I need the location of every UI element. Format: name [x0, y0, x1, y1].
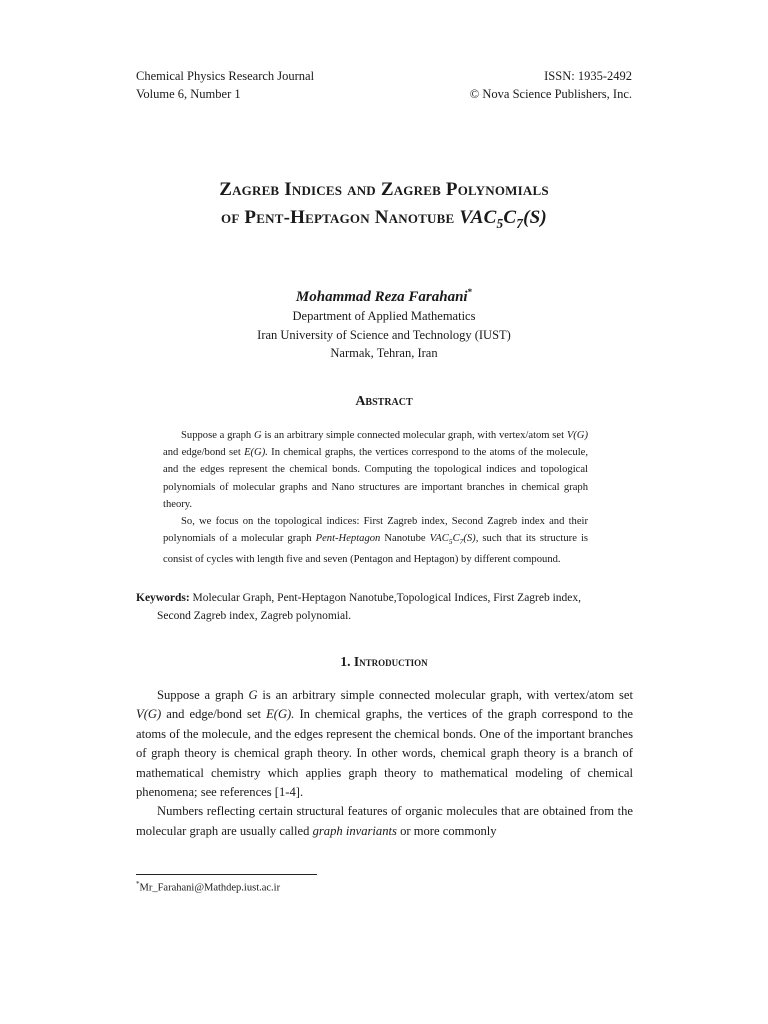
intro-text: Suppose a graph: [157, 688, 249, 702]
affiliation-location: Narmak, Tehran, Iran: [330, 346, 438, 360]
keywords-line-1: [136, 590, 633, 608]
keywords: [136, 590, 633, 625]
intro-text: In chemical graphs, the vertices of the graph correspond to the atoms of the molecule, and the edges represent the chemical bonds. One of the important branches of graph theory is chemical graph theory. In other words, chemical graph theory is a branch of mathematical chemistry which applies graph theory to mathematical modeling of chemical phenomena; see references [1-4].: [136, 707, 633, 800]
abstract-paragraph-2: [163, 513, 588, 568]
intro-paragraph-1: [136, 686, 633, 802]
intro-text: Numbers reflecting certain structural features of organic molecules that are obtained from the molecular graph are usually called: [136, 804, 633, 838]
abstract-math: E(G).: [244, 447, 268, 459]
abstract-text: is an arbitrary simple connected molecular graph, with vertex/atom set: [261, 430, 567, 441]
intro-text: and edge/bond set: [161, 707, 267, 722]
abstract-heading: Abstract: [355, 394, 413, 409]
intro-text: is an arbitrary simple connected molecular graph, with vertex/atom set: [257, 688, 633, 702]
keywords-list-2: Second Zagreb index, Zagreb polynomial.: [157, 609, 352, 622]
journal-publisher: © Nova Science Publishers, Inc.: [469, 87, 632, 101]
keywords-label: Keywords:: [136, 592, 190, 604]
abstract-text: and edge/bond set: [163, 447, 245, 459]
journal-name: Chemical Physics Research Journal: [136, 69, 315, 83]
introduction-body: [136, 686, 633, 841]
footnote-email: Mr_Farahani@Mathdep.iust.ac.ir: [139, 882, 281, 894]
abstract-text: Suppose a graph: [181, 430, 254, 441]
abstract-text: In chemical graphs, the vertices correspond to the atoms of the molecule, and the edges represent the chemical bonds. Computing the topological indices and topological polynomials of molecular graphs and Nano structures are important branches in chemical graph theory.: [163, 447, 588, 510]
title-line-2: [0, 204, 768, 238]
abstract-text: such that its structure is consist of cycles with length five and seven (Pentagon and Heptagon) by different compound.: [163, 533, 589, 565]
journal-volume: Volume 6, Number 1: [136, 87, 241, 101]
abstract-formula: $VAC_5C_7(S)$,: [429, 533, 479, 547]
intro-paragraph-2: [136, 802, 633, 841]
section-heading-introduction: 1. Introduction: [340, 654, 428, 669]
running-header-right: [470, 67, 632, 103]
journal-issn: ISSN: 1935-2492: [544, 69, 632, 83]
paper-title: [0, 176, 768, 238]
footnote-rule: [136, 874, 317, 875]
keywords-list-1: Molecular Graph, Pent-Heptagon Nanotube,Topological Indices, First Zagreb index,: [192, 592, 582, 604]
author-name: [0, 287, 768, 306]
intro-math: V(G): [136, 707, 162, 722]
abstract-paragraph-1: [163, 427, 588, 513]
intro-text: or more commonly: [396, 823, 497, 838]
intro-emphasis: graph invariants: [312, 823, 397, 838]
title-formula: $VAC_5C_7(S)$: [459, 207, 547, 231]
affiliation-university: Iran University of Science and Technology (IUST): [257, 327, 511, 342]
abstract-emphasis: Pent-Heptagon: [315, 533, 381, 545]
footnote: [136, 880, 280, 894]
abstract-text: Nanotube: [380, 533, 430, 545]
author-footnote-mark: *: [467, 287, 473, 297]
affiliation-department: Department of Applied Mathematics: [292, 309, 476, 323]
intro-math: G: [248, 688, 258, 702]
author-name-text: Mohammad Reza Farahani: [295, 289, 468, 305]
abstract-math: V(G): [566, 430, 588, 441]
intro-math: E(G).: [266, 707, 295, 722]
title-line-2-text: of Pent-Heptagon Nanotube: [221, 207, 460, 228]
abstract-body: [163, 427, 588, 568]
footnote-mark: *: [136, 880, 140, 888]
author-affiliation: [0, 307, 768, 363]
abstract-math: G: [253, 430, 262, 441]
title-line-1: Zagreb Indices and Zagreb Polynomials: [219, 179, 549, 200]
abstract-text: So, we focus on the topological indices: First Zagreb index, Second Zagreb index and their polynomials of a molecular graph: [163, 516, 588, 545]
running-header-left: [136, 67, 314, 103]
